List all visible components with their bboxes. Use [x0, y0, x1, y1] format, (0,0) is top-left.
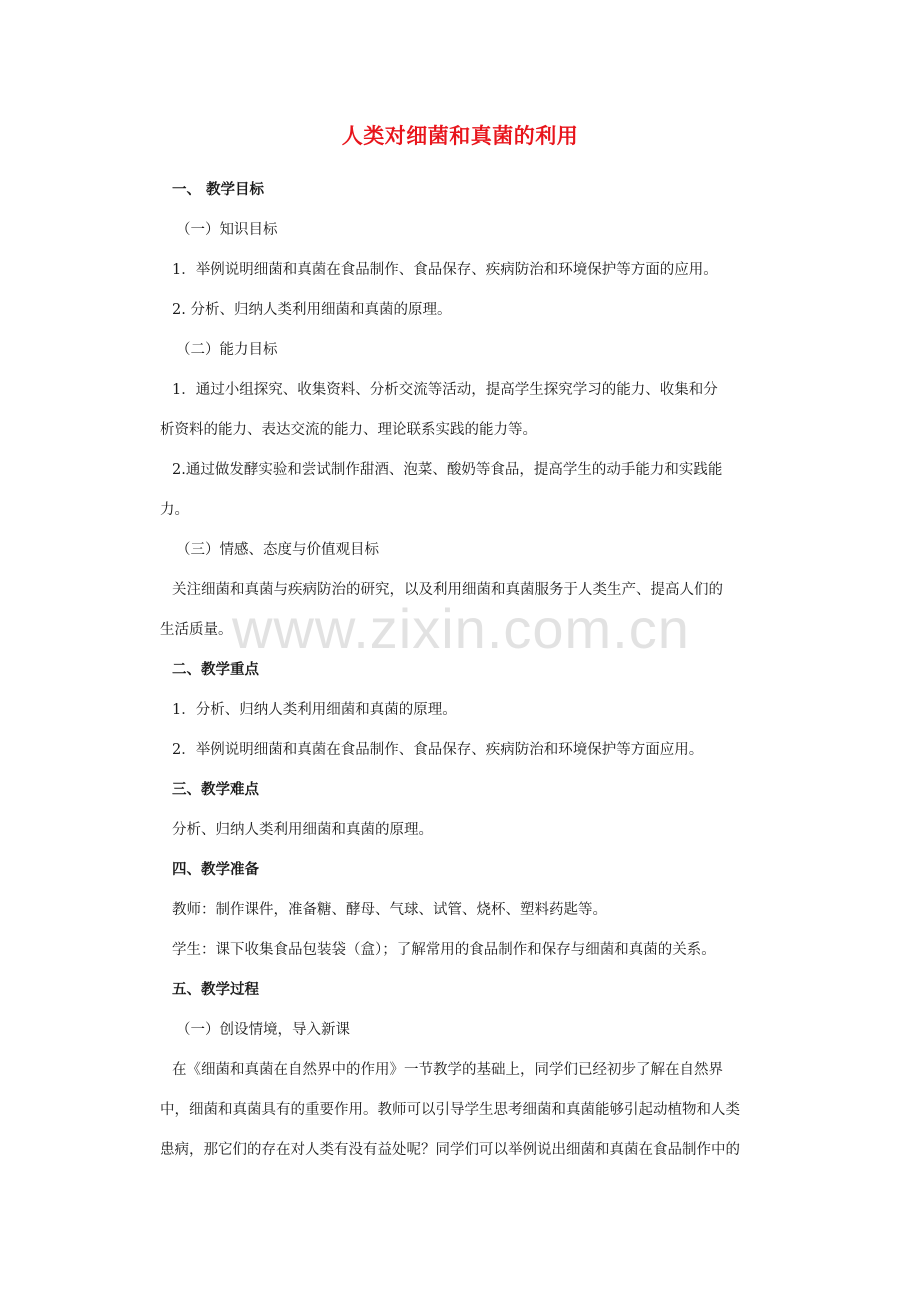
ability-item-1-line-2: 析资料的能力、表达交流的能力、理论联系实践的能力等。 [160, 422, 537, 438]
key-point-1: 1．分析、归纳人类利用细菌和真菌的原理。 [172, 702, 457, 718]
subheading-ability: （二）能力目标 [176, 342, 278, 358]
process-text-line-3: 患病，那它们的存在对人类有没有益处呢？同学们可以举例说出细菌和真菌在食品制作中的 [160, 1142, 740, 1158]
ability-item-2-line-2: 力。 [160, 502, 189, 518]
preparation-student: 学生：课下收集食品包装袋（盒）；了解常用的食品制作和保存与细菌和真菌的关系。 [172, 942, 716, 958]
ability-item-1-line-1: 1．通过小组探究、收集资料、分析交流等活动，提高学生探究学习的能力、收集和分 [172, 382, 718, 398]
document-title: 人类对细菌和真菌的利用 [341, 123, 579, 148]
process-text-line-1: 在《细菌和真菌在自然界中的作用》一节教学的基础上，同学们已经初步了解在自然界 [172, 1062, 723, 1078]
subheading-attitude: （三）情感、态度与价值观目标 [176, 542, 379, 558]
knowledge-item-2: 2. 分析、归纳人类利用细菌和真菌的原理。 [172, 302, 452, 318]
attitude-text-line-1: 关注细菌和真菌与疾病防治的研究，以及利用细菌和真菌服务于人类生产、提高人们的 [172, 582, 723, 598]
section-heading-difficulties: 三、教学难点 [172, 781, 259, 798]
section-heading-objectives: 一、 教学目标 [172, 181, 265, 198]
knowledge-item-1: 1．举例说明细菌和真菌在食品制作、食品保存、疾病防治和环境保护等方面的应用。 [172, 262, 718, 278]
attitude-text-line-2: 生活质量。 [160, 622, 233, 638]
preparation-teacher: 教师：制作课件，准备糖、酵母、气球、试管、烧杯、塑料药匙等。 [172, 902, 607, 918]
key-point-2: 2．举例说明细菌和真菌在食品制作、食品保存、疾病防治和环境保护等方面应用。 [172, 742, 704, 758]
section-heading-key-points: 二、教学重点 [172, 661, 259, 678]
ability-item-2-line-1: 2.通过做发酵实验和尝试制作甜酒、泡菜、酸奶等食品，提高学生的动手能力和实践能 [172, 462, 723, 478]
section-heading-process: 五、教学过程 [172, 981, 259, 998]
subheading-introduction: （一）创设情境，导入新课 [176, 1022, 350, 1038]
process-text-line-2: 中，细菌和真菌具有的重要作用。教师可以引导学生思考细菌和真菌能够引起动植物和人类 [160, 1102, 740, 1118]
watermark: www.zixin.com.cn [232, 597, 690, 660]
difficulty-text: 分析、归纳人类利用细菌和真菌的原理。 [172, 822, 433, 838]
subheading-knowledge: （一）知识目标 [176, 222, 278, 238]
document-body [160, 170, 784, 1170]
section-heading-preparation: 四、教学准备 [172, 861, 259, 878]
